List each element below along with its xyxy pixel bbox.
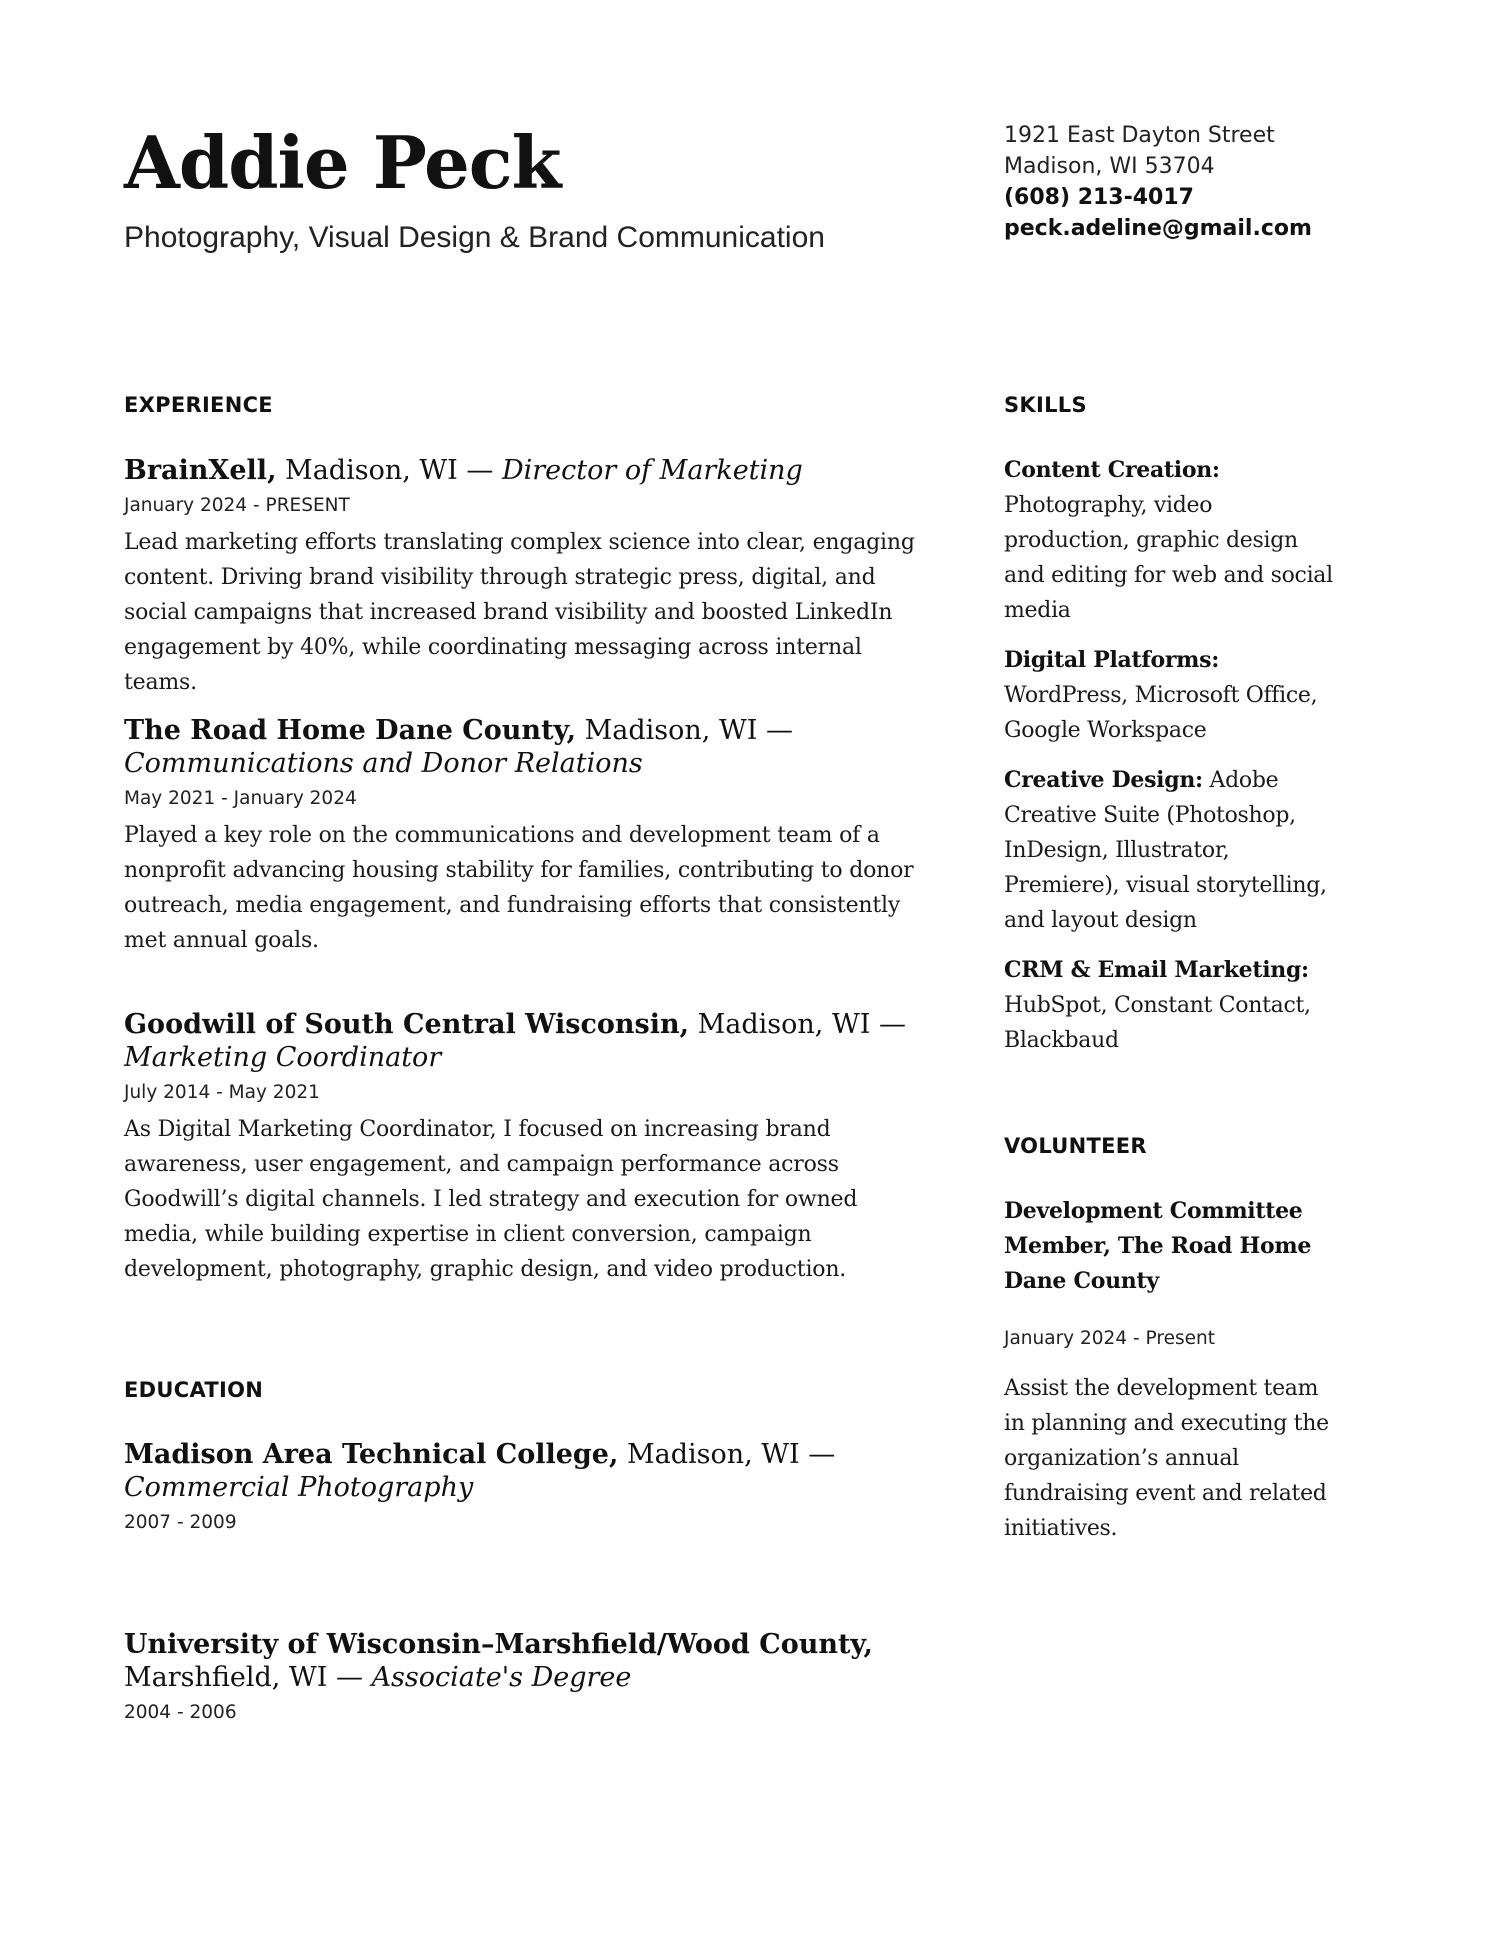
entry-title: [124, 454, 936, 487]
skill-label: CRM & Email Marketing:: [1004, 957, 1309, 983]
contact-phone: (608) 213-4017: [1004, 185, 1194, 210]
contact-street: 1921 East Dayton Street: [1004, 123, 1275, 148]
entry-description: As Digital Marketing Coordinator, I focused on increasing brand awareness, user engagement, and campaign performance across Goodwill’s digital channels. I led strategy and execution for owned media, while building expertise in client conversion, campaign development, photography, graphic design, and video production.: [124, 1117, 858, 1282]
skill-item: [1004, 643, 1334, 748]
entry-org: The Road Home Dane County,: [124, 715, 577, 746]
experience-entry: [124, 714, 936, 958]
entry-dates: January 2024 - PRESENT: [124, 495, 350, 516]
experience-entry: [124, 454, 936, 700]
candidate-name: Addie Peck: [124, 120, 561, 205]
skill-item: [1004, 763, 1334, 938]
entry-dates: 2007 - 2009: [124, 1512, 237, 1533]
entry-role: Director of Marketing: [501, 455, 803, 486]
entry-location: Marshfield, WI —: [124, 1662, 372, 1693]
skill-label: Creative Design:: [1004, 767, 1203, 793]
entry-dates: July 2014 - May 2021: [124, 1082, 320, 1103]
volunteer-description: Assist the development team in planning and executing the organization’s annual fundraising event and related initiatives.: [1004, 1376, 1329, 1541]
entry-org: Madison Area Technical College,: [124, 1439, 619, 1470]
entry-org: Goodwill of South Central Wisconsin,: [124, 1009, 690, 1040]
volunteer-entry: [1004, 1194, 1334, 1546]
skill-text: WordPress, Microsoft Office, Google Workspace: [1004, 683, 1318, 743]
skill-item: [1004, 453, 1334, 628]
skill-label: Content Creation:: [1004, 457, 1220, 483]
skills-list: [1004, 453, 1334, 1073]
entry-dates: May 2021 - January 2024: [124, 788, 357, 809]
entry-title: [124, 714, 936, 780]
entry-location: Madison, WI —: [618, 1439, 836, 1470]
entry-location: Madison, WI —: [276, 455, 502, 486]
volunteer-dates: January 2024 - Present: [1004, 1328, 1215, 1349]
entry-role: Communications and Donor Relations: [124, 748, 643, 779]
contact-city: Madison, WI 53704: [1004, 154, 1215, 179]
volunteer-title: Development Committee Member, The Road Home Dane County: [1004, 1198, 1312, 1294]
entry-org: BrainXell,: [124, 455, 277, 486]
skill-label: Digital Platforms:: [1004, 647, 1220, 673]
entry-role: Commercial Photography: [124, 1472, 474, 1503]
skill-text: Adobe Creative Suite (Photoshop, InDesign, Illustrator, Premiere), visual storytelling, and layout design: [1004, 768, 1327, 933]
entry-org: University of Wisconsin–Marshfield/Wood County,: [124, 1629, 873, 1660]
volunteer-heading: VOLUNTEER: [1004, 1134, 1147, 1158]
skills-heading: SKILLS: [1004, 393, 1087, 417]
skill-item: [1004, 953, 1334, 1058]
entry-description: Lead marketing efforts translating complex science into clear, engaging content. Driving brand visibility through strategic press, digital, and social campaigns that increased brand visibility and boosted LinkedIn engagement by 40%, while coordinating messaging across internal teams.: [124, 530, 915, 695]
education-heading: EDUCATION: [124, 1378, 264, 1402]
education-entry: [124, 1438, 936, 1535]
entry-location: Madison, WI —: [689, 1009, 906, 1040]
tagline: Photography, Visual Design & Brand Communication: [124, 221, 825, 254]
entry-title: [124, 1438, 936, 1504]
entry-role: Associate's Degree: [371, 1662, 632, 1693]
experience-entry: [124, 1008, 936, 1287]
entry-location: Madison, WI —: [576, 715, 793, 746]
experience-heading: EXPERIENCE: [124, 393, 273, 417]
entry-description: Played a key role on the communications and development team of a nonprofit advancing housing stability for families, contributing to donor outreach, media engagement, and fundraising efforts that consistently met annual goals.: [124, 823, 914, 953]
entry-title: [124, 1008, 936, 1074]
education-entry: [124, 1628, 936, 1725]
skill-text: HubSpot, Constant Contact, Blackbaud: [1004, 993, 1311, 1053]
skill-text: Photography, video production, graphic design and editing for web and social media: [1004, 493, 1333, 623]
contact-block: [1004, 120, 1424, 244]
contact-email: peck.adeline@gmail.com: [1004, 216, 1312, 241]
entry-dates: 2004 - 2006: [124, 1702, 237, 1723]
entry-title: [124, 1628, 936, 1694]
entry-role: Marketing Coordinator: [124, 1042, 442, 1073]
